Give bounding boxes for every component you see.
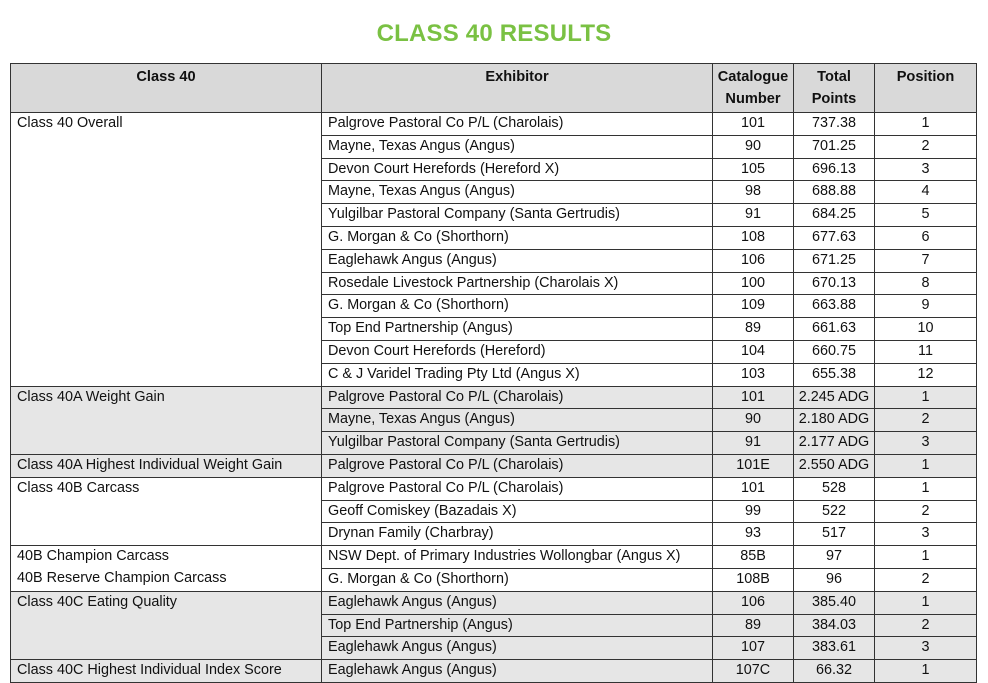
- class-name-empty: [11, 363, 322, 386]
- position-cell: 7: [875, 249, 977, 272]
- class-name: Class 40A Highest Individual Weight Gain: [11, 454, 322, 477]
- position-cell: 8: [875, 272, 977, 295]
- exhibitor-cell: Eaglehawk Angus (Angus): [322, 637, 713, 660]
- results-table: [10, 63, 977, 683]
- result-group: [11, 591, 977, 659]
- catalogue-number-cell: 101: [713, 386, 794, 409]
- result-group: [11, 454, 977, 477]
- total-points-cell: 737.38: [794, 113, 875, 136]
- header-total-points: [794, 64, 875, 113]
- catalogue-number-cell: 100: [713, 272, 794, 295]
- position-cell: 12: [875, 363, 977, 386]
- total-points-cell: 2.245 ADG: [794, 386, 875, 409]
- exhibitor-cell: Geoff Comiskey (Bazadais X): [322, 500, 713, 523]
- catalogue-number-cell: 109: [713, 295, 794, 318]
- total-points-cell: 2.177 ADG: [794, 432, 875, 455]
- total-points-cell: 655.38: [794, 363, 875, 386]
- class-name: Class 40 Overall: [11, 113, 322, 136]
- total-points-cell: 660.75: [794, 340, 875, 363]
- exhibitor-cell: Top End Partnership (Angus): [322, 318, 713, 341]
- catalogue-number-cell: 104: [713, 340, 794, 363]
- position-cell: 1: [875, 591, 977, 614]
- class-name-empty: [11, 614, 322, 637]
- catalogue-number-cell: 91: [713, 204, 794, 227]
- total-points-cell: 661.63: [794, 318, 875, 341]
- table-row: [11, 204, 977, 227]
- page-title: CLASS 40 RESULTS: [376, 20, 612, 47]
- catalogue-number-cell: 90: [713, 409, 794, 432]
- catalogue-number-cell: 89: [713, 318, 794, 341]
- header-points-line1: Total: [817, 69, 851, 85]
- exhibitor-cell: Mayne, Texas Angus (Angus): [322, 409, 713, 432]
- position-cell: 1: [875, 546, 977, 569]
- position-cell: 2: [875, 500, 977, 523]
- catalogue-number-cell: 108: [713, 226, 794, 249]
- table-row: [11, 318, 977, 341]
- catalogue-number-cell: 91: [713, 432, 794, 455]
- table-row: [11, 432, 977, 455]
- class-name: Class 40A Weight Gain: [11, 386, 322, 409]
- catalogue-number-cell: 107C: [713, 660, 794, 683]
- class-name-empty: [11, 637, 322, 660]
- position-cell: 1: [875, 454, 977, 477]
- table-row: [11, 614, 977, 637]
- exhibitor-cell: Yulgilbar Pastoral Company (Santa Gertrudis): [322, 204, 713, 227]
- total-points-cell: 528: [794, 477, 875, 500]
- exhibitor-cell: Palgrove Pastoral Co P/L (Charolais): [322, 454, 713, 477]
- position-cell: 9: [875, 295, 977, 318]
- position-cell: 1: [875, 660, 977, 683]
- total-points-cell: 684.25: [794, 204, 875, 227]
- table-row: [11, 158, 977, 181]
- exhibitor-cell: Rosedale Livestock Partnership (Charolais X): [322, 272, 713, 295]
- table-row: [11, 135, 977, 158]
- exhibitor-cell: G. Morgan & Co (Shorthorn): [322, 226, 713, 249]
- position-cell: 3: [875, 432, 977, 455]
- total-points-cell: 671.25: [794, 249, 875, 272]
- exhibitor-cell: Eaglehawk Angus (Angus): [322, 249, 713, 272]
- total-points-cell: 383.61: [794, 637, 875, 660]
- result-group: [11, 660, 977, 683]
- header-points-line2: Points: [811, 91, 857, 107]
- header-catalogue-line1: Catalogue: [717, 69, 789, 85]
- table-row: [11, 660, 977, 683]
- result-group: [11, 546, 977, 592]
- position-cell: 2: [875, 568, 977, 591]
- position-cell: 10: [875, 318, 977, 341]
- table-row: [11, 637, 977, 660]
- exhibitor-cell: C & J Varidel Trading Pty Ltd (Angus X): [322, 363, 713, 386]
- total-points-cell: 97: [794, 546, 875, 569]
- table-row: [11, 500, 977, 523]
- total-points-cell: 66.32: [794, 660, 875, 683]
- position-cell: 3: [875, 158, 977, 181]
- position-cell: 6: [875, 226, 977, 249]
- catalogue-number-cell: 106: [713, 249, 794, 272]
- table-row: [11, 409, 977, 432]
- class-name-empty: [11, 432, 322, 455]
- catalogue-number-cell: 85B: [713, 546, 794, 569]
- position-cell: 11: [875, 340, 977, 363]
- header-position: Position: [875, 64, 977, 113]
- total-points-cell: 517: [794, 523, 875, 546]
- class-name-empty: [11, 500, 322, 523]
- total-points-cell: 385.40: [794, 591, 875, 614]
- catalogue-number-cell: 108B: [713, 568, 794, 591]
- position-cell: 1: [875, 386, 977, 409]
- class-name-empty: [11, 340, 322, 363]
- table-row: [11, 363, 977, 386]
- table-row: [11, 591, 977, 614]
- total-points-cell: 663.88: [794, 295, 875, 318]
- position-cell: 2: [875, 409, 977, 432]
- class-name-empty: [11, 135, 322, 158]
- total-points-cell: 522: [794, 500, 875, 523]
- position-cell: 3: [875, 637, 977, 660]
- total-points-cell: 696.13: [794, 158, 875, 181]
- total-points-cell: 677.63: [794, 226, 875, 249]
- total-points-cell: 701.25: [794, 135, 875, 158]
- table-row: [11, 226, 977, 249]
- total-points-cell: 670.13: [794, 272, 875, 295]
- table-row: [11, 568, 977, 591]
- header-class: Class 40: [11, 64, 322, 113]
- exhibitor-cell: Palgrove Pastoral Co P/L (Charolais): [322, 113, 713, 136]
- table-row: [11, 546, 977, 569]
- table-row: [11, 295, 977, 318]
- table-row: [11, 113, 977, 136]
- total-points-cell: 688.88: [794, 181, 875, 204]
- result-group: [11, 113, 977, 387]
- catalogue-number-cell: 101E: [713, 454, 794, 477]
- class-name-empty: [11, 318, 322, 341]
- class-name-empty: [11, 204, 322, 227]
- class-name-empty: [11, 181, 322, 204]
- exhibitor-cell: Devon Court Herefords (Hereford X): [322, 158, 713, 181]
- result-group: [11, 477, 977, 545]
- total-points-cell: 2.550 ADG: [794, 454, 875, 477]
- exhibitor-cell: Top End Partnership (Angus): [322, 614, 713, 637]
- header-exhibitor: Exhibitor: [322, 64, 713, 113]
- table-row: [11, 454, 977, 477]
- exhibitor-cell: Palgrove Pastoral Co P/L (Charolais): [322, 477, 713, 500]
- position-cell: 4: [875, 181, 977, 204]
- position-cell: 1: [875, 113, 977, 136]
- header-catalogue-number: [713, 64, 794, 113]
- total-points-cell: 2.180 ADG: [794, 409, 875, 432]
- class-name-empty: [11, 158, 322, 181]
- class-name-empty: [11, 226, 322, 249]
- exhibitor-cell: Palgrove Pastoral Co P/L (Charolais): [322, 386, 713, 409]
- exhibitor-cell: Eaglehawk Angus (Angus): [322, 591, 713, 614]
- class-name: Class 40C Highest Individual Index Score: [11, 660, 322, 683]
- class-name-empty: [11, 409, 322, 432]
- class-name-empty: [11, 272, 322, 295]
- class-name: 40B Champion Carcass: [11, 546, 322, 569]
- catalogue-number-cell: 101: [713, 113, 794, 136]
- position-cell: 5: [875, 204, 977, 227]
- catalogue-number-cell: 90: [713, 135, 794, 158]
- class-name-empty: [11, 295, 322, 318]
- total-points-cell: 384.03: [794, 614, 875, 637]
- total-points-cell: 96: [794, 568, 875, 591]
- table-header: [11, 64, 977, 113]
- catalogue-number-cell: 93: [713, 523, 794, 546]
- exhibitor-cell: NSW Dept. of Primary Industries Wollongbar (Angus X): [322, 546, 713, 569]
- class-name: Class 40B Carcass: [11, 477, 322, 500]
- exhibitor-cell: Mayne, Texas Angus (Angus): [322, 181, 713, 204]
- table-row: [11, 523, 977, 546]
- exhibitor-cell: Eaglehawk Angus (Angus): [322, 660, 713, 683]
- exhibitor-cell: Devon Court Herefords (Hereford): [322, 340, 713, 363]
- class-name-empty: [11, 523, 322, 546]
- header-catalogue-line2: Number: [725, 91, 781, 107]
- exhibitor-cell: G. Morgan & Co (Shorthorn): [322, 295, 713, 318]
- class-name-empty: [11, 249, 322, 272]
- class-name: Class 40C Eating Quality: [11, 591, 322, 614]
- table-row: [11, 272, 977, 295]
- exhibitor-cell: Mayne, Texas Angus (Angus): [322, 135, 713, 158]
- exhibitor-cell: Drynan Family (Charbray): [322, 523, 713, 546]
- catalogue-number-cell: 105: [713, 158, 794, 181]
- position-cell: 2: [875, 135, 977, 158]
- table-row: [11, 386, 977, 409]
- position-cell: 2: [875, 614, 977, 637]
- catalogue-number-cell: 106: [713, 591, 794, 614]
- position-cell: 1: [875, 477, 977, 500]
- table-row: [11, 477, 977, 500]
- table-row: [11, 181, 977, 204]
- catalogue-number-cell: 89: [713, 614, 794, 637]
- catalogue-number-cell: 103: [713, 363, 794, 386]
- class-name: 40B Reserve Champion Carcass: [11, 568, 322, 591]
- catalogue-number-cell: 107: [713, 637, 794, 660]
- table-row: [11, 249, 977, 272]
- catalogue-number-cell: 99: [713, 500, 794, 523]
- exhibitor-cell: Yulgilbar Pastoral Company (Santa Gertrudis): [322, 432, 713, 455]
- exhibitor-cell: G. Morgan & Co (Shorthorn): [322, 568, 713, 591]
- catalogue-number-cell: 101: [713, 477, 794, 500]
- result-group: [11, 386, 977, 454]
- catalogue-number-cell: 98: [713, 181, 794, 204]
- table-row: [11, 340, 977, 363]
- position-cell: 3: [875, 523, 977, 546]
